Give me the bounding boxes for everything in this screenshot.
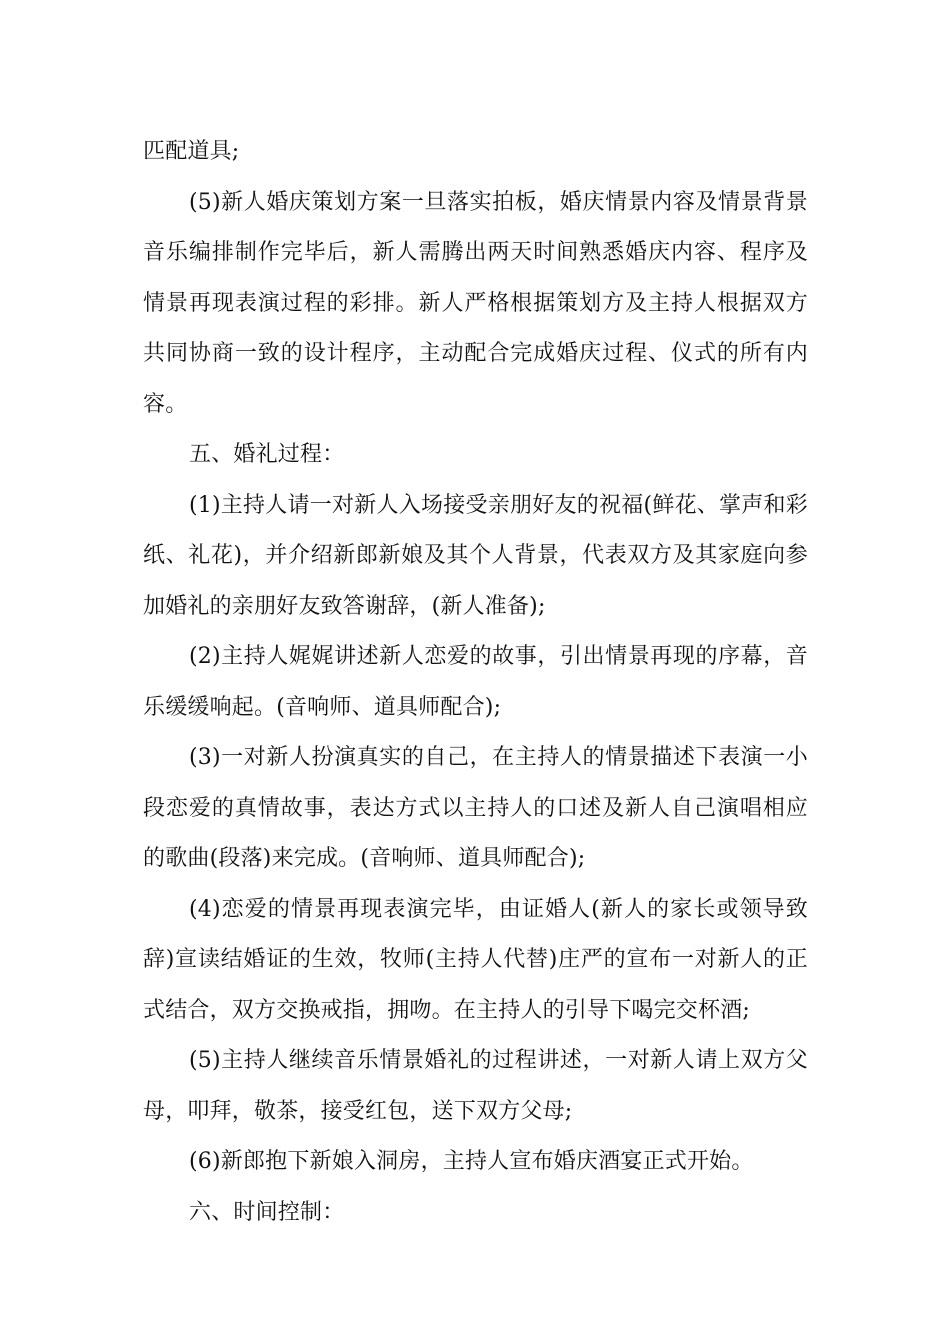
paragraph-step-5: (5)主持人继续音乐情景婚礼的过程讲述，一对新人请上双方父母，叩拜，敬茶，接受红包，送下双方父母; [143, 1048, 808, 1124]
document-page [143, 127, 808, 1238]
section-heading-time-control: 六、时间控制： [189, 1199, 345, 1225]
paragraph-step-2: (2)主持人娓娓讲述新人恋爱的故事，引出情景再现的序幕，音乐缓缓响起。(音响师、道具师配合); [143, 644, 808, 720]
paragraph-item-5-plan: (5)新人婚庆策划方案一旦落实拍板，婚庆情景内容及情景背景音乐编排制作完毕后，新人需腾出两天时间熟悉婚庆内容、程序及情景再现表演过程的彩排。新人严格根据策划方及主持人根据双方共同协商一致的设计程序，主动配合完成婚庆过程、仪式的所有内容。 [143, 189, 808, 417]
paragraph-step-3: (3)一对新人扮演真实的自己，在主持人的情景描述下表演一小段恋爱的真情故事，表达方式以主持人的口述及新人自己演唱相应的歌曲(段落)来完成。(音响师、道具师配合); [143, 745, 808, 871]
section-heading-wedding-process: 五、婚礼过程： [189, 442, 345, 467]
paragraph-step-1: (1)主持人请一对新人入场接受亲朋好友的祝福(鲜花、掌声和彩纸、礼花)，并介绍新郎新娘及其个人背景，代表双方及其家庭向参加婚礼的亲朋好友致答谢辞，(新人准备); [143, 492, 808, 619]
paragraph-step-4: (4)恋爱的情景再现表演完毕，由证婚人(新人的家长或领导致辞)宣读结婚证的生效，牧师(主持人代替)庄严的宣布一对新人的正式结合，双方交换戒指，拥吻。在主持人的引导下喝完交杯酒; [143, 896, 808, 1023]
paragraph-step-6: (6)新郎抱下新娘入洞房，主持人宣布婚庆酒宴正式开始。 [189, 1149, 754, 1174]
paragraph-continuation: 匹配道具; [143, 139, 240, 164]
